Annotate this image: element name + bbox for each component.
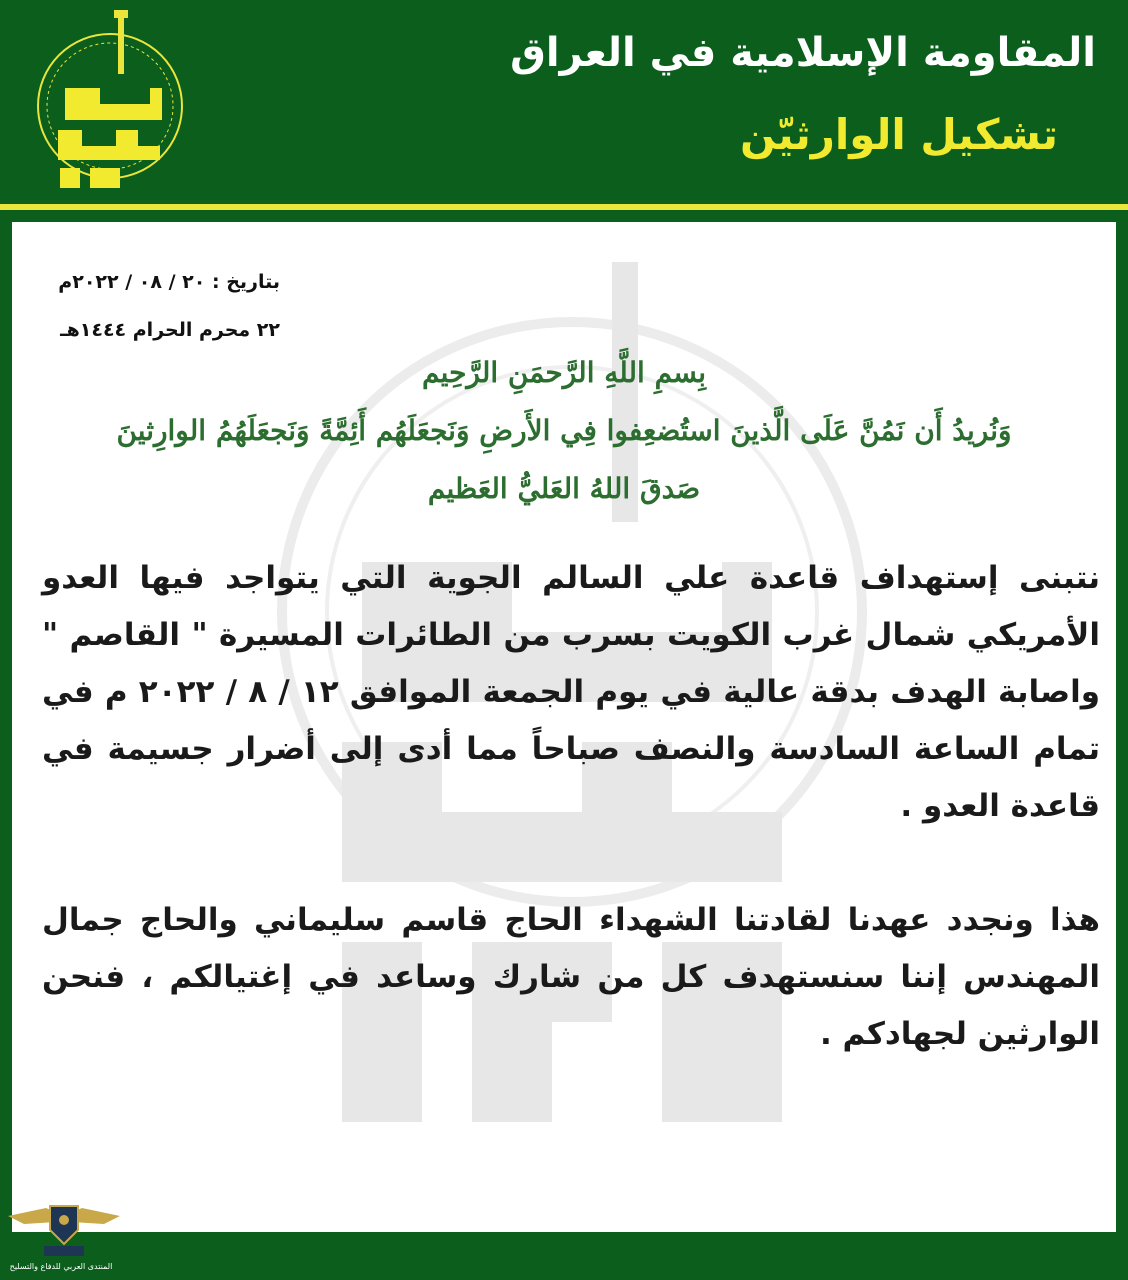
logo-emblem-icon [30, 8, 185, 193]
organization-title: المقاومة الإسلامية في العراق [510, 30, 1096, 76]
header-banner [0, 0, 1128, 200]
organization-subtitle: تشكيل الوارثيّن [740, 110, 1058, 159]
date-block [50, 258, 280, 354]
basmala: بِسمِ اللَّهِ الرَّحمَنِ الرَّحِيم [422, 356, 706, 389]
hijri-date: ٢٢ محرم الحرام ١٤٤٤هـ [60, 319, 280, 341]
gregorian-date: بتاريخ : ٢٠ / ٠٨ / ٢٠٢٢م [58, 271, 280, 293]
statement-paragraph-2: هذا ونجدد عهدنا لقادتنا الشهداء الحاج قاسم سليماني والحاج جمال المهندس إننا سنستهدف كل من شارك وساعد في إغتيالكم ، فنحن الوارثين لجهادكم . [42, 902, 1100, 1052]
verse-closing: صَدقَ اللهُ العَليُّ العَظيم [427, 472, 701, 505]
eagle-shield-icon [4, 1182, 124, 1262]
statement-document [12, 222, 1116, 1232]
statement-paragraph-1: نتبنى إستهداف قاعدة علي السالم الجوية التي يتواجد فيها العدو الأمريكي شمال غرب الكويت بسرب من الطائرات المسيرة " القاصم " واصابة الهدف بدقة عالية في يوم الجمعة الموافق ١٢ / ٨ / ٢٠٢٢ م في تمام الساعة السادسة والنصف صباحاً مما أدى إلى أضرار جسيمة في قاعدة العدو . [42, 560, 1100, 824]
organization-logo [30, 8, 185, 193]
forum-name: المنتدى العربي للدفاع والتسليح [9, 1262, 113, 1271]
quran-verse [12, 344, 1116, 518]
header-divider [0, 204, 1128, 210]
verse-text: وَنُريدُ أَن نَمُنَّ عَلَى الَّذينَ استُضعِفوا فِي الأَرضِ وَنَجعَلَهُم أَئِمَّةً وَنَجعَلَهُمُ الوارِثينَ [116, 414, 1012, 447]
